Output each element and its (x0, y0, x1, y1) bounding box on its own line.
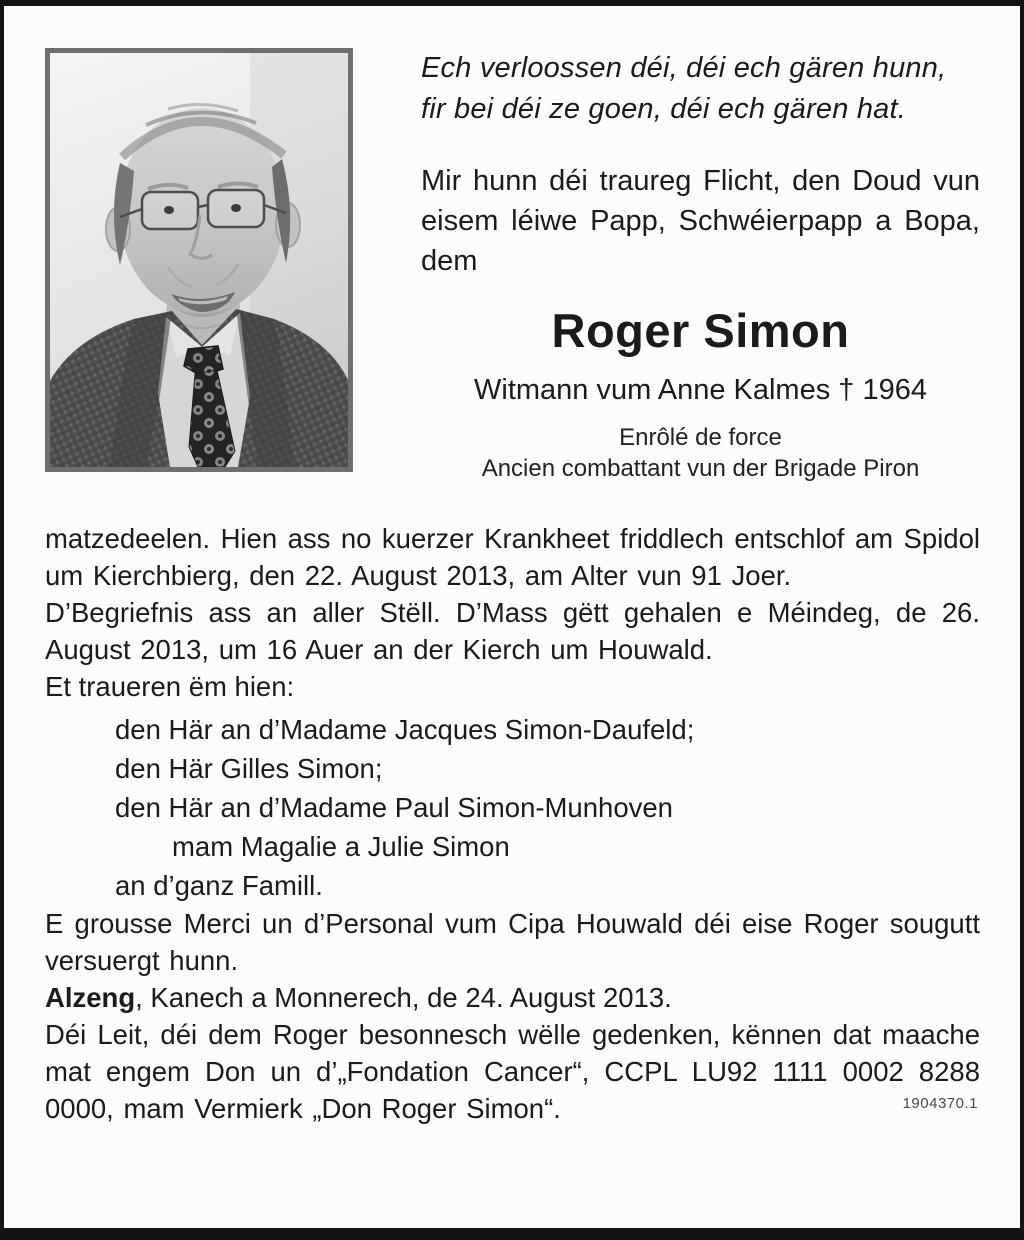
body-section (45, 520, 980, 1127)
funeral-paragraph: D’Begriefnis ass an aller Stëll. D’Mass gëtt gehalen e Méindeg, de 26. August 2013, um 16 Auer an der Kierch um Houwald. (45, 597, 980, 665)
donation-paragraph (45, 1016, 980, 1127)
mourners-intro: Et traueren ëm hien: (45, 671, 295, 702)
mourner-item: den Här Gilles Simon; (115, 753, 383, 784)
portrait-illustration (50, 53, 348, 467)
epigraph-line-1: Ech verloossen déi, déi ech gären hunn, (421, 52, 947, 84)
announcement-paragraph: matzedeelen. Hien ass no kuerzer Krankheet friddlech entschlof am Spidol um Kierchbierg, den 22. August 2013, am Alter vun 91 Joer. (45, 523, 980, 591)
donation-text: Déi Leit, déi dem Roger besonnesch wëlle gedenken, kënnen dat maache mat engem Don un d’„Fondation Cancer“, CCPL LU92 1111 0002 8288 0000, mam Vermierk „Don Roger Simon“. (45, 1019, 980, 1124)
reference-number: 1904370.1 (902, 1095, 978, 1112)
portrait-photo (45, 48, 353, 472)
epigraph-line-2: fir bei déi ze goen, déi ech gären hat. (421, 93, 907, 125)
mourner-item: mam Magalie a Julie Simon (172, 831, 510, 862)
dateline-rest: , Kanech a Monnerech, de 24. August 2013. (135, 982, 672, 1013)
header-column (421, 48, 980, 484)
mourner-item: den Här an d’Madame Paul Simon-Munhoven (115, 792, 673, 823)
dateline-place: Alzeng (45, 982, 136, 1013)
thanks-paragraph: E grousse Merci un d’Personal vum Cipa Houwald déi eise Roger sougutt versuergt hunn. (45, 908, 980, 976)
dateline (45, 979, 980, 1016)
top-section (45, 48, 980, 484)
deceased-relation: Witmann vum Anne Kalmes † 1964 (474, 374, 927, 406)
deceased-name: Roger Simon (551, 304, 850, 357)
epigraph (421, 48, 980, 130)
deceased-title-2: Ancien combattant vun der Brigade Piron (481, 455, 920, 482)
mourner-item: den Här an d’Madame Jacques Simon-Daufeld; (115, 714, 695, 745)
intro-paragraph: Mir hunn déi traureg Flicht, den Doud vun eisem léiwe Papp, Schwéierpapp a Bopa, dem (421, 165, 980, 277)
mourner-item: an d’ganz Famill. (115, 870, 323, 901)
mourners-list (45, 710, 980, 905)
deceased-title-1: Enrôlé de force (619, 424, 782, 451)
deceased-titles (421, 422, 980, 484)
